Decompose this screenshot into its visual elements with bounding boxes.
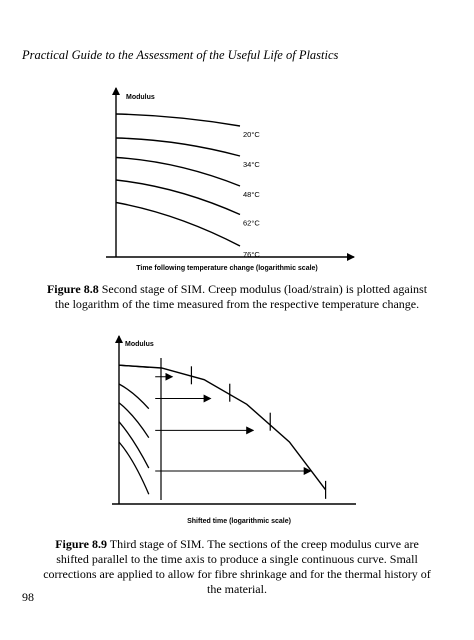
y-axis-label: Modulus [126, 94, 155, 101]
figure-8-8-caption [40, 282, 434, 312]
section-curve-2 [119, 403, 149, 438]
series-label-4: 76°C [243, 250, 260, 259]
series-label-0: 20°C [243, 130, 260, 139]
y-axis-label: Modulus [125, 341, 154, 348]
figure-8-9-caption [40, 537, 434, 597]
figure-8-8-chart [0, 80, 474, 275]
series-line-1 [116, 138, 240, 156]
series-line-0 [116, 114, 240, 126]
series-label-2: 48°C [243, 190, 260, 199]
figure-8-9-chart [0, 328, 474, 530]
series-line-2 [116, 158, 240, 187]
figure-8-9-label: Figure 8.9 [55, 537, 107, 551]
series-label-3: 62°C [243, 218, 260, 228]
series-line-3 [116, 180, 240, 215]
series-line-4 [116, 203, 240, 247]
section-curve-4 [119, 442, 149, 494]
x-axis-label: Time following temperature change (logarithmic scale) [136, 265, 318, 272]
series-label-1: 34°C [243, 160, 260, 169]
x-axis-label: Shifted time (logarithmic scale) [187, 518, 291, 525]
page-number: 98 [22, 590, 34, 604]
figure-8-8-label: Figure 8.8 [46, 282, 99, 296]
running-head: Practical Guide to the Assessment of the Useful Life of Plastics [22, 48, 339, 62]
figure-8-9-caption-text: Third stage of SIM. The sections of the creep modulus curve are shifted parallel to the time axis to produce a single continuous curve. Small corrections are applied to allow for fibre shrinkage and for the thermal history of the material. [43, 537, 431, 596]
figure-8-8-caption-text: Second stage of SIM. Creep modulus (load/strain) is plotted against the logarithm of the time measured from the respective temperature change. [54, 282, 428, 311]
section-curve-1 [119, 384, 149, 409]
section-curve-3 [119, 422, 149, 468]
